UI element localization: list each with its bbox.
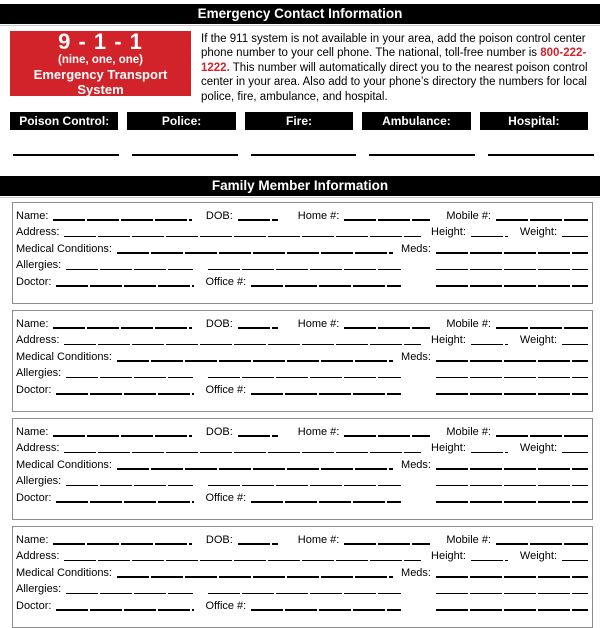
- office-phone-label: Office #:: [205, 491, 247, 504]
- mobile-phone-label: Mobile #:: [446, 425, 491, 438]
- meds-field-line: [436, 360, 588, 362]
- family-member-block: [12, 418, 593, 520]
- weight-field-line: [562, 452, 588, 454]
- address-label: Address:: [16, 442, 60, 455]
- doctor-field-line: [56, 285, 194, 287]
- dob-label: DOB:: [205, 317, 233, 330]
- medical-conditions-label: Medical Conditions:: [16, 458, 112, 471]
- family-member-block: [12, 526, 593, 628]
- emergency-contact-title: Emergency Contact Information: [197, 6, 403, 21]
- medical-conditions-label: Medical Conditions:: [16, 242, 112, 255]
- contact-label-poison-control: Poison Control:: [10, 112, 118, 130]
- home-phone-field-line: [344, 435, 430, 437]
- allergies-extra-field-line: [208, 593, 401, 595]
- address-field-line: [64, 236, 421, 238]
- family-member-block: [12, 310, 593, 412]
- home-phone-label: Home #:: [297, 533, 340, 546]
- member-row-address: [16, 547, 588, 564]
- meds-extra-field-line: [436, 485, 588, 487]
- name-field-line: [53, 435, 191, 437]
- 911-number: 9 - 1 - 1: [58, 29, 143, 54]
- dob-label: DOB:: [205, 425, 233, 438]
- mobile-phone-field-line: [496, 327, 588, 329]
- office-phone-field-line: [251, 285, 401, 287]
- home-phone-label: Home #:: [297, 209, 340, 222]
- meds-field-line: [436, 468, 588, 470]
- weight-label: Weight:: [519, 442, 557, 455]
- home-phone-field-line: [344, 543, 430, 545]
- emergency-form-page: [0, 4, 600, 628]
- family-members: [12, 202, 593, 628]
- member-row-name: [16, 206, 588, 223]
- allergies-field-line: [66, 377, 193, 379]
- home-phone-label: Home #:: [297, 425, 340, 438]
- member-row-allergies: [16, 364, 588, 381]
- dob-field-line: [238, 435, 278, 437]
- doctor-label: Doctor:: [16, 383, 52, 396]
- emergency-contact-header: [0, 4, 600, 24]
- member-row-name: [16, 314, 588, 331]
- mobile-phone-field-line: [496, 543, 588, 545]
- meds-label: Meds:: [401, 350, 431, 363]
- mobile-phone-label: Mobile #:: [446, 317, 491, 330]
- medical-conditions-label: Medical Conditions:: [16, 350, 112, 363]
- height-label: Height:: [431, 550, 466, 563]
- 911-callout: [10, 31, 191, 96]
- member-row-name: [16, 422, 588, 439]
- member-row-allergies: [16, 256, 588, 273]
- meds-label: Meds:: [401, 566, 431, 579]
- address-label: Address:: [16, 550, 60, 563]
- weight-field-line: [562, 236, 588, 238]
- ambulance-blank-line: [369, 154, 475, 156]
- allergies-extra-field-line: [208, 485, 401, 487]
- allergies-extra-field-line: [208, 377, 401, 379]
- poison-info-text: [201, 32, 592, 104]
- member-row-doctor: [16, 488, 588, 505]
- 911-phonetic: (nine, one, one): [58, 54, 143, 66]
- name-label: Name:: [16, 425, 49, 438]
- height-field-line: [471, 560, 508, 562]
- mobile-phone-field-line: [496, 435, 588, 437]
- 911-caption: Emergency Transport System: [33, 67, 168, 97]
- dob-field-line: [238, 543, 278, 545]
- meds-extra-field-line: [436, 377, 588, 379]
- info-text-before: If the 911 system is not available in your area, add the poison control center phone number to your cell phone. The national, toll-free number is: [201, 33, 586, 60]
- name-label: Name:: [16, 209, 49, 222]
- header-divider: [0, 25, 600, 26]
- meds-field-line: [436, 576, 588, 578]
- contact-blank-lines-row: [13, 154, 594, 156]
- meds-label: Meds:: [401, 458, 431, 471]
- medical-conditions-label: Medical Conditions:: [16, 566, 112, 579]
- mobile-phone-field-line: [496, 219, 588, 221]
- height-field-line: [471, 344, 508, 346]
- member-row-address: [16, 331, 588, 348]
- allergies-field-line: [66, 593, 193, 595]
- home-phone-field-line: [344, 219, 430, 221]
- poison-control-number: 800-222-1222.: [201, 47, 587, 74]
- family-member-block: [12, 202, 593, 304]
- meds-extra-field-line-2: [436, 393, 588, 395]
- family-info-header: [0, 176, 600, 196]
- height-field-line: [471, 236, 508, 238]
- height-label: Height:: [431, 226, 466, 239]
- info-text-after: This number will automatically direct you to the nearest poison control center in your area. Also add to your phone’s directory the numbers for local police, fire, ambulance, and hospital.: [201, 61, 588, 103]
- address-field-line: [64, 560, 421, 562]
- member-row-doctor: [16, 272, 588, 289]
- height-label: Height:: [431, 334, 466, 347]
- office-phone-field-line: [251, 609, 401, 611]
- medical-conditions-field-line: [117, 360, 393, 362]
- height-field-line: [471, 452, 508, 454]
- poison-control-blank-line: [13, 154, 119, 156]
- allergies-field-line: [66, 485, 193, 487]
- member-row-allergies: [16, 580, 588, 597]
- office-phone-label: Office #:: [205, 383, 247, 396]
- contact-label-hospital: Hospital:: [480, 112, 588, 130]
- allergies-label: Allergies:: [16, 583, 62, 596]
- member-row-address: [16, 439, 588, 456]
- member-row-medical: [16, 455, 588, 472]
- allergies-extra-field-line: [208, 269, 401, 271]
- office-phone-label: Office #:: [205, 275, 247, 288]
- office-phone-field-line: [251, 393, 401, 395]
- meds-extra-field-line: [436, 593, 588, 595]
- meds-extra-field-line-2: [436, 609, 588, 611]
- doctor-field-line: [56, 501, 194, 503]
- fire-blank-line: [251, 154, 357, 156]
- home-phone-label: Home #:: [297, 317, 340, 330]
- address-label: Address:: [16, 226, 60, 239]
- police-blank-line: [132, 154, 238, 156]
- address-field-line: [64, 344, 421, 346]
- meds-label: Meds:: [401, 242, 431, 255]
- member-row-medical: [16, 563, 588, 580]
- contact-label-fire: Fire:: [245, 112, 353, 130]
- office-phone-label: Office #:: [205, 599, 247, 612]
- weight-field-line: [562, 344, 588, 346]
- address-label: Address:: [16, 334, 60, 347]
- member-row-doctor: [16, 596, 588, 613]
- address-field-line: [64, 452, 421, 454]
- dob-field-line: [238, 327, 278, 329]
- dob-label: DOB:: [205, 209, 233, 222]
- doctor-label: Doctor:: [16, 275, 52, 288]
- allergies-label: Allergies:: [16, 259, 62, 272]
- member-row-name: [16, 530, 588, 547]
- contact-labels-row: [10, 112, 588, 130]
- mobile-phone-label: Mobile #:: [446, 209, 491, 222]
- name-field-line: [53, 219, 191, 221]
- meds-extra-field-line-2: [436, 501, 588, 503]
- member-row-doctor: [16, 380, 588, 397]
- contact-label-police: Police:: [127, 112, 235, 130]
- name-label: Name:: [16, 317, 49, 330]
- mobile-phone-label: Mobile #:: [446, 533, 491, 546]
- weight-field-line: [562, 560, 588, 562]
- dob-field-line: [238, 219, 278, 221]
- height-label: Height:: [431, 442, 466, 455]
- hospital-blank-line: [488, 154, 594, 156]
- name-field-line: [53, 327, 191, 329]
- member-row-medical: [16, 347, 588, 364]
- name-field-line: [53, 543, 191, 545]
- doctor-label: Doctor:: [16, 599, 52, 612]
- name-label: Name:: [16, 533, 49, 546]
- meds-field-line: [436, 252, 588, 254]
- medical-conditions-field-line: [117, 468, 393, 470]
- medical-conditions-field-line: [117, 252, 393, 254]
- medical-conditions-field-line: [117, 576, 393, 578]
- office-phone-field-line: [251, 501, 401, 503]
- weight-label: Weight:: [519, 226, 557, 239]
- member-row-medical: [16, 239, 588, 256]
- allergies-label: Allergies:: [16, 367, 62, 380]
- doctor-field-line: [56, 609, 194, 611]
- allergies-label: Allergies:: [16, 475, 62, 488]
- intro-section: [10, 31, 592, 104]
- allergies-field-line: [66, 269, 193, 271]
- contact-label-ambulance: Ambulance:: [362, 112, 470, 130]
- doctor-label: Doctor:: [16, 491, 52, 504]
- home-phone-field-line: [344, 327, 430, 329]
- family-header-divider: [0, 197, 600, 198]
- dob-label: DOB:: [205, 533, 233, 546]
- member-row-address: [16, 223, 588, 240]
- member-row-allergies: [16, 472, 588, 489]
- doctor-field-line: [56, 393, 194, 395]
- meds-extra-field-line: [436, 269, 588, 271]
- family-info-title: Family Member Information: [211, 178, 389, 194]
- meds-extra-field-line-2: [436, 285, 588, 287]
- weight-label: Weight:: [519, 550, 557, 563]
- weight-label: Weight:: [519, 334, 557, 347]
